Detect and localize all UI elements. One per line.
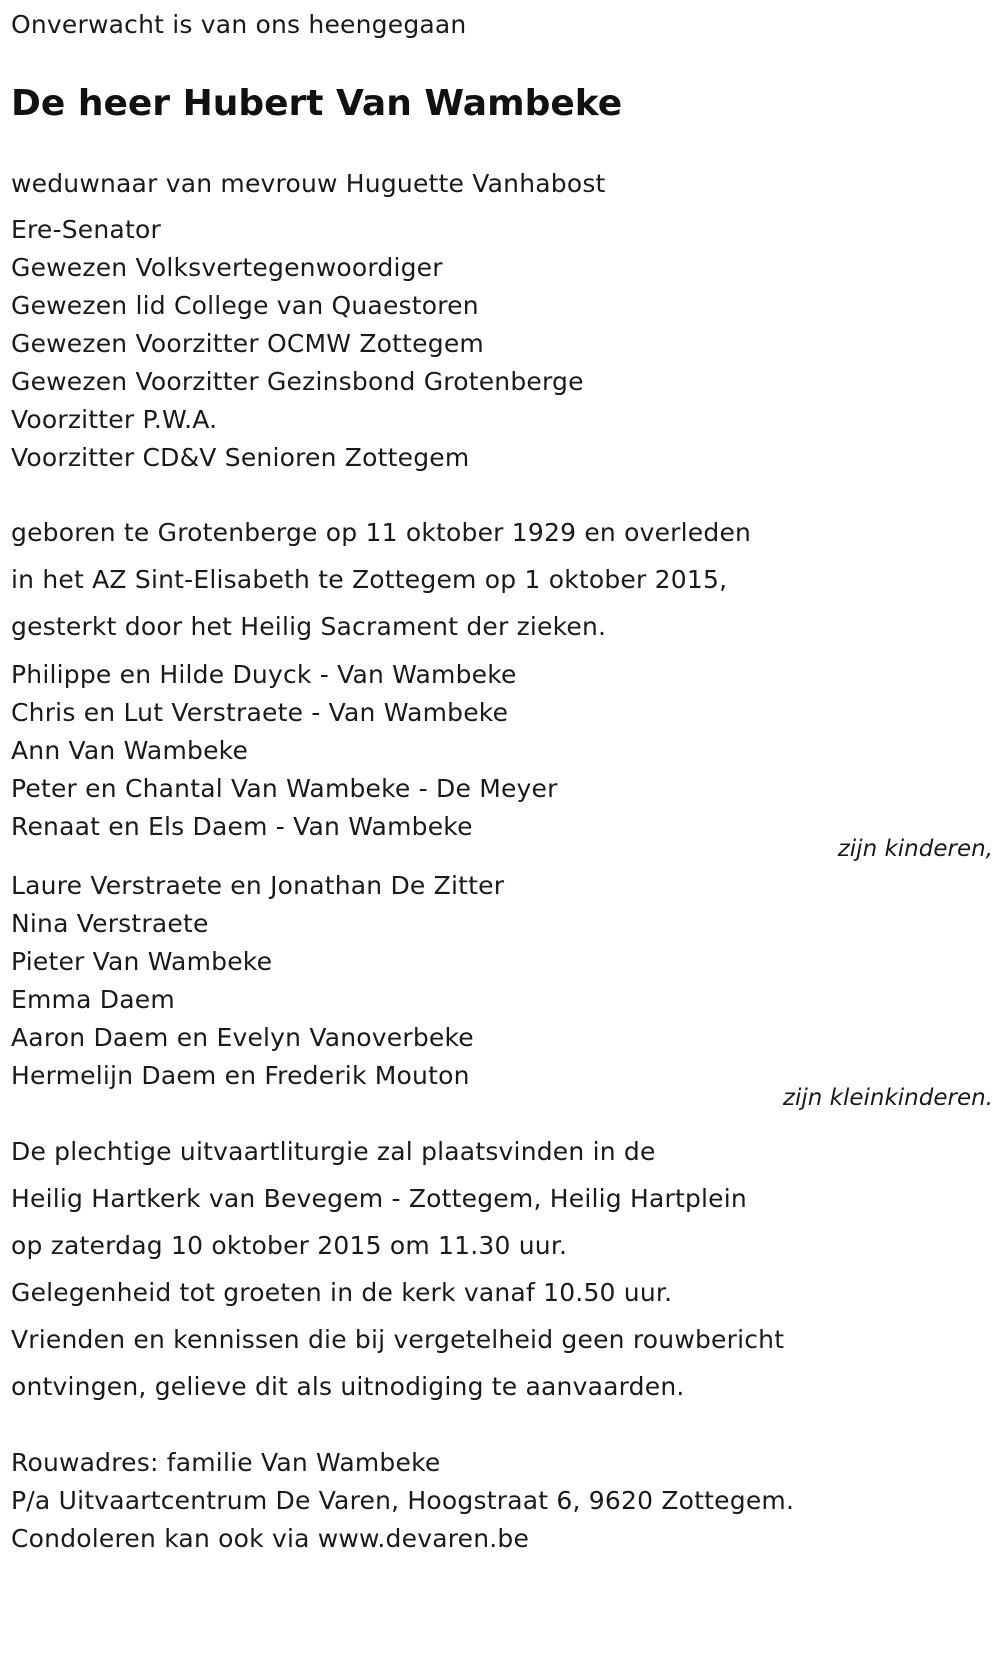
birth-death-line: in het AZ Sint-Elisabeth te Zottegem op 1 oktober 2015, <box>11 565 728 594</box>
grandchild-line: Emma Daem <box>11 985 175 1014</box>
birth-death-line: gesterkt door het Heilig Sacrament der zieken. <box>11 612 607 641</box>
grandchild-line: Hermelijn Daem en Frederik Mouton <box>11 1061 470 1090</box>
deceased-name: De heer Hubert Van Wambeke <box>11 83 623 124</box>
spouse-text: weduwnaar van mevrouw Huguette Vanhabost <box>11 169 606 198</box>
title-line: Voorzitter P.W.A. <box>11 405 218 434</box>
funeral-line: ontvingen, gelieve dit als uitnodiging te aanvaarden. <box>11 1372 685 1401</box>
address-line: Rouwadres: familie Van Wambeke <box>11 1448 441 1477</box>
child-line: Renaat en Els Daem - Van Wambeke <box>11 812 473 841</box>
grandchild-line: Pieter Van Wambeke <box>11 947 273 976</box>
grandchild-line: Nina Verstraete <box>11 909 209 938</box>
title-line: Gewezen lid College van Quaestoren <box>11 291 479 320</box>
birth-death-line: geboren te Grotenberge op 11 oktober 1929 en overleden <box>11 518 752 547</box>
condolence-link-line: Condoleren kan ook via www.devaren.be <box>11 1524 530 1553</box>
child-line: Ann Van Wambeke <box>11 736 249 765</box>
funeral-line: De plechtige uitvaartliturgie zal plaatsvinden in de <box>11 1137 656 1166</box>
grandchild-line: Aaron Daem en Evelyn Vanoverbeke <box>11 1023 474 1052</box>
title-line: Voorzitter CD&V Senioren Zottegem <box>11 443 470 472</box>
title-line: Ere-Senator <box>11 215 161 244</box>
funeral-line: Gelegenheid tot groeten in de kerk vanaf 10.50 uur. <box>11 1278 673 1307</box>
address-line: P/a Uitvaartcentrum De Varen, Hoogstraat 6, 9620 Zottegem. <box>11 1486 795 1515</box>
title-line: Gewezen Voorzitter Gezinsbond Grotenberge <box>11 367 584 396</box>
child-line: Philippe en Hilde Duyck - Van Wambeke <box>11 660 517 689</box>
child-line: Peter en Chantal Van Wambeke - De Meyer <box>11 774 558 803</box>
funeral-line: op zaterdag 10 oktober 2015 om 11.30 uur. <box>11 1231 568 1260</box>
grandchild-line: Laure Verstraete en Jonathan De Zitter <box>11 871 505 900</box>
intro-text: Onverwacht is van ons heengegaan <box>11 10 467 39</box>
grandchildren-role-label: zijn kleinkinderen. <box>782 1085 993 1111</box>
funeral-line: Vrienden en kennissen die bij vergetelheid geen rouwbericht <box>11 1325 785 1354</box>
child-line: Chris en Lut Verstraete - Van Wambeke <box>11 698 509 727</box>
title-line: Gewezen Voorzitter OCMW Zottegem <box>11 329 484 358</box>
title-line: Gewezen Volksvertegenwoordiger <box>11 253 443 282</box>
children-role-label: zijn kinderen, <box>837 836 993 862</box>
funeral-line: Heilig Hartkerk van Bevegem - Zottegem, Heilig Hartplein <box>11 1184 747 1213</box>
